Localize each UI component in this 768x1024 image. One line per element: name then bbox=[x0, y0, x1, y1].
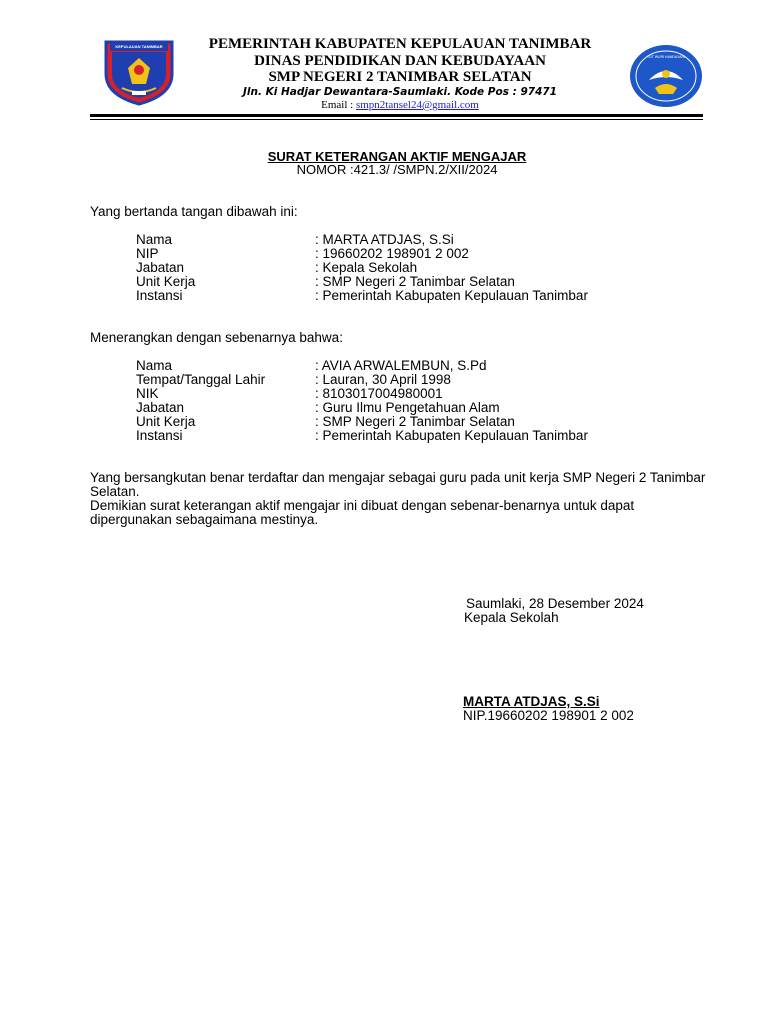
letterhead-rule-thick bbox=[90, 114, 703, 117]
kop-line-department: DINAS PENDIDIKAN DAN KEBUDAYAAN bbox=[254, 53, 546, 69]
field-label: Instansi bbox=[136, 428, 183, 443]
signature-place-date: Saumlaki, 28 Desember 2024 bbox=[466, 596, 644, 611]
signer-table bbox=[136, 233, 588, 303]
kop-line-government: PEMERINTAH KABUPATEN KEPULAUAN TANIMBAR bbox=[208, 36, 592, 52]
email-label: Email : bbox=[321, 99, 356, 111]
subject-row bbox=[136, 359, 588, 373]
email-link[interactable]: smpn2tansel24@gmail.com bbox=[355, 99, 479, 111]
field-value: : MARTA ATDJAS, S.Si bbox=[315, 232, 454, 247]
signature-nip: NIP.19660202 198901 2 002 bbox=[463, 708, 634, 723]
field-label: Nama bbox=[136, 358, 173, 373]
field-label: Nama bbox=[136, 232, 173, 247]
field-label: NIK bbox=[136, 386, 159, 401]
field-value: : SMP Negeri 2 Tanimbar Selatan bbox=[315, 274, 515, 289]
body-paragraph-2: Demikian surat keterangan aktif mengajar ini dibuat dengan sebenar-benarnya untuk dapat dipergunakan sebagaimana mestinya. bbox=[90, 498, 635, 527]
signer-row bbox=[136, 247, 588, 261]
kop-email-line bbox=[180, 99, 620, 111]
field-label: Unit Kerja bbox=[136, 414, 196, 429]
signer-row bbox=[136, 275, 588, 289]
field-label: NIP bbox=[136, 246, 159, 261]
kop-address: Jln. Ki Hadjar Dewantara-Saumlaki. Kode Pos : 97471 bbox=[243, 86, 557, 98]
field-value: : 8103017004980001 bbox=[315, 386, 443, 401]
field-label: Jabatan bbox=[136, 400, 185, 415]
tut-wuri-handayani-logo bbox=[629, 44, 703, 108]
field-value: : Kepala Sekolah bbox=[315, 260, 418, 275]
field-value: : Guru Ilmu Pengetahuan Alam bbox=[315, 400, 500, 415]
letterhead-rule-thin bbox=[90, 119, 703, 120]
intro-text: Yang bertanda tangan dibawah ini: bbox=[90, 204, 298, 219]
kabupaten-logo bbox=[102, 38, 176, 106]
subject-row bbox=[136, 401, 588, 415]
statement-text: Menerangkan dengan sebenarnya bahwa: bbox=[90, 330, 343, 345]
field-value: : SMP Negeri 2 Tanimbar Selatan bbox=[315, 414, 515, 429]
body-paragraph-1: Yang bersangkutan benar terdaftar dan mengajar sebagai guru pada unit kerja SMP Negeri 2 Tanimbar Selatan. bbox=[90, 470, 706, 499]
subject-table bbox=[136, 359, 588, 443]
letter-title: SURAT KETERANGAN AKTIF MENGAJAR bbox=[267, 149, 527, 164]
signature-position: Kepala Sekolah bbox=[464, 610, 559, 625]
signer-row bbox=[136, 233, 588, 247]
field-value: : Pemerintah Kabupaten Kepulauan Tanimbar bbox=[315, 288, 588, 303]
kop-line-school: SMP NEGERI 2 TANIMBAR SELATAN bbox=[268, 69, 532, 85]
letter-number: NOMOR :421.3/ /SMPN.2/XII/2024 bbox=[296, 162, 498, 177]
subject-row bbox=[136, 429, 588, 443]
tut-wuri-handayani-logo-text: TUT WURI HANDAYANI bbox=[647, 55, 685, 59]
signer-row bbox=[136, 289, 588, 303]
kabupaten-logo-text: KEPULAUAN TANIMBAR bbox=[115, 44, 163, 49]
field-value: : Pemerintah Kabupaten Kepulauan Tanimbar bbox=[315, 428, 588, 443]
field-value: : 19660202 198901 2 002 bbox=[315, 246, 469, 261]
signature-name: MARTA ATDJAS, S.Si bbox=[463, 694, 600, 709]
field-value: : Lauran, 30 April 1998 bbox=[315, 372, 451, 387]
subject-row bbox=[136, 373, 588, 387]
subject-row bbox=[136, 387, 588, 401]
field-label: Tempat/Tanggal Lahir bbox=[136, 372, 266, 387]
field-label: Instansi bbox=[136, 288, 183, 303]
field-label: Jabatan bbox=[136, 260, 185, 275]
field-value: : AVIA ARWALEMBUN, S.Pd bbox=[315, 358, 487, 373]
field-label: Unit Kerja bbox=[136, 274, 196, 289]
signer-row bbox=[136, 261, 588, 275]
subject-row bbox=[136, 415, 588, 429]
